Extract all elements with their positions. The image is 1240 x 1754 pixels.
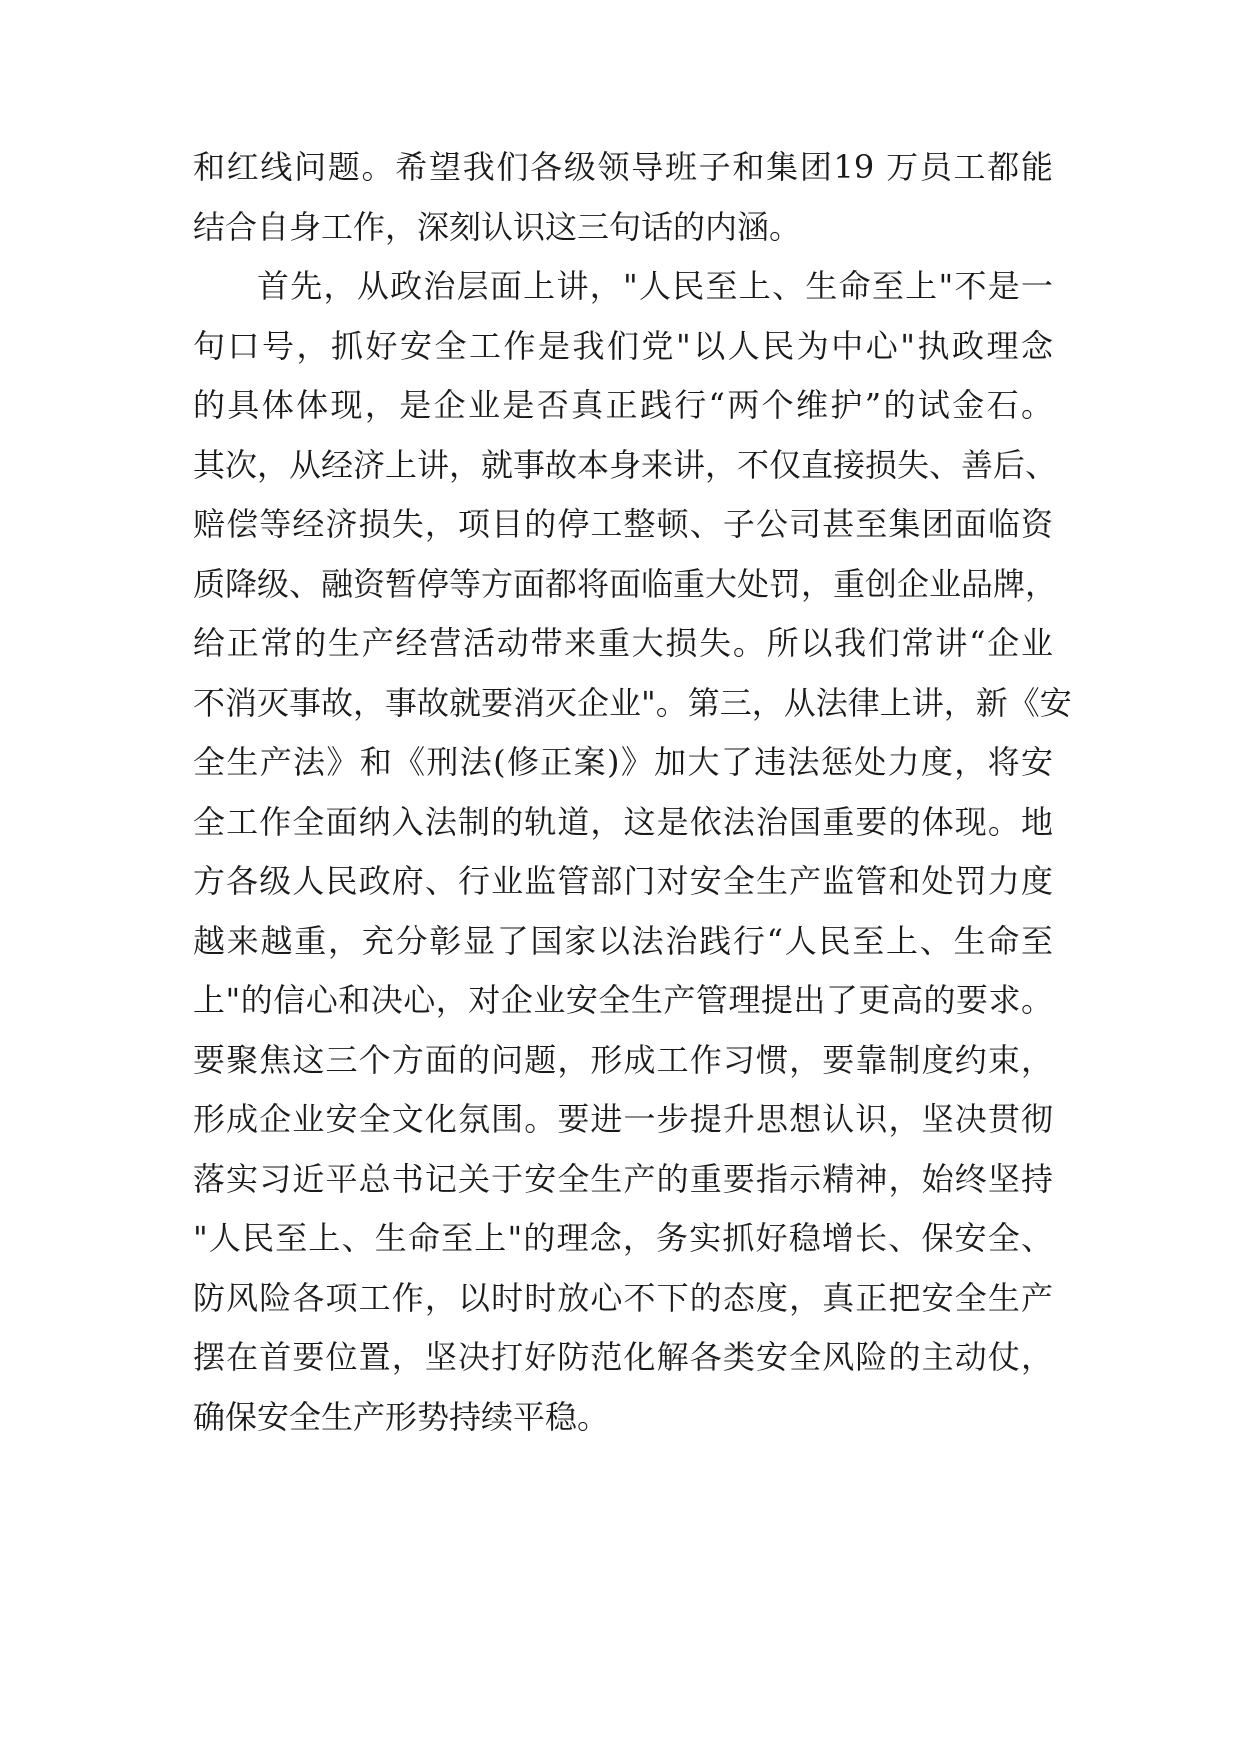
text-line: 越来越重，充分彰显了国家以法治践行“人民至上、生命至 — [193, 921, 1053, 960]
text-line: 给正常的生产经营活动带来重大损失。所以我们常讲“企业 — [193, 624, 1053, 662]
text-line: 要聚焦这三个方面的问题，形成工作习惯，要靠制度约束， — [193, 1040, 1053, 1079]
text-line: 摆在首要位置，坚决打好防范化解各类安全风险的主动仗， — [193, 1338, 1053, 1376]
text-line: 句口号，抓好安全工作是我们党"以人民为中心"执政理念 — [193, 326, 1053, 365]
text-line: 不消灭事故，事故就要消灭企业"。第三，从法律上讲，新《安 — [193, 683, 1072, 722]
text-line: 全工作全面纳入法制的轨道，这是依法治国重要的体现。地 — [193, 802, 1053, 841]
text-line: 和红线问题。希望我们各级领导班子和集团19 万员工都能 — [193, 148, 1053, 186]
text-line: 其次，从经济上讲，就事故本身来讲，不仅直接损失、善后、 — [193, 445, 1058, 484]
text-line: 的具体体现，是企业是否真正践行“两个维护”的试金石。 — [193, 386, 1053, 424]
text-line: 形成企业安全文化氛围。要进一步提升思想认识，坚决贯彻 — [193, 1100, 1053, 1138]
text-line: 确保安全生产形势持续平稳。 — [193, 1397, 610, 1436]
text-line: 质降级、融资暂停等方面都将面临重大处罚，重创企业品牌， — [193, 564, 1058, 603]
text-line: 方各级人民政府、行业监管部门对安全生产监管和处罚力度 — [193, 862, 1053, 900]
text-line: 全生产法》和《刑法(修正案)》加大了违法惩处力度，将安 — [193, 743, 1053, 781]
text-line: 首先，从政治层面上讲，"人民至上、生命至上"不是一 — [257, 267, 1053, 305]
text-line: 防风险各项工作，以时时放心不下的态度，真正把安全生产 — [193, 1278, 1053, 1317]
text-line: 结合自身工作，深刻认识这三句话的内涵。 — [193, 207, 802, 246]
text-line: 落实习近平总书记关于安全生产的重要指示精神，始终坚持 — [193, 1159, 1053, 1198]
body-text — [193, 138, 1072, 1447]
text-line: "人民至上、生命至上"的理念，务实抓好稳增长、保安全、 — [193, 1219, 1053, 1257]
text-line: 赔偿等经济损失，项目的停工整顿、子公司甚至集团面临资 — [193, 505, 1053, 543]
text-line: 上"的信心和决心，对企业安全生产管理提出了更高的要求。 — [193, 981, 1053, 1019]
